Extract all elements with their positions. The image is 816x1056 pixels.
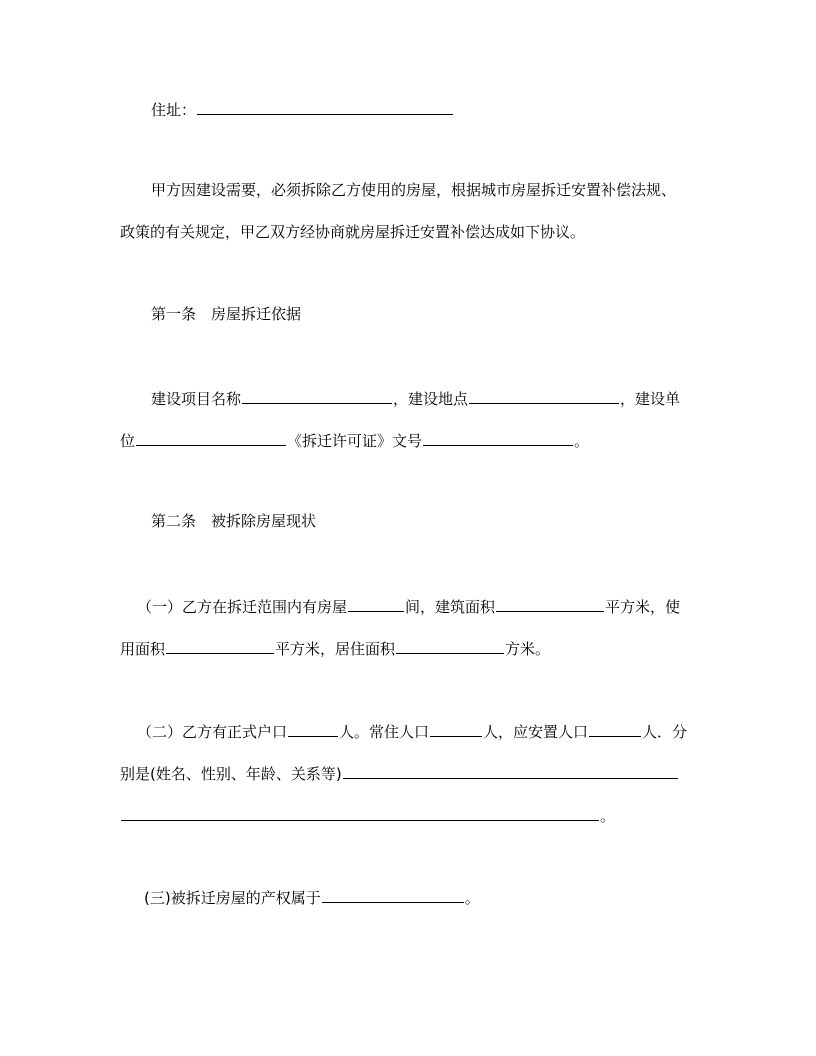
address-blank[interactable]	[197, 98, 453, 115]
building-area-label: 间，建筑面积	[405, 598, 496, 616]
article1-line-1	[151, 387, 680, 409]
period: 。	[574, 432, 590, 450]
building-area-blank[interactable]	[496, 595, 604, 612]
item2-line-1	[137, 720, 687, 742]
builder-blank[interactable]	[136, 429, 286, 446]
builder-label-end: 位	[120, 432, 136, 450]
item2-line-3	[120, 804, 615, 826]
resettled-residents-blank[interactable]	[589, 720, 641, 737]
permanent-residents-blank[interactable]	[430, 720, 482, 737]
permanent-residents-label: 人。常住人口	[339, 723, 430, 741]
living-area-label: 平方米，居住面积	[275, 640, 396, 658]
usable-area-blank[interactable]	[166, 637, 274, 654]
article2-heading	[151, 511, 316, 533]
ownership-blank[interactable]	[322, 886, 464, 903]
intro-text-1: 甲方因建设需要，必须拆除乙方使用的房屋，根据城市房屋拆迁安置补偿法规、	[151, 181, 677, 199]
intro-text-2: 政策的有关规定，甲乙双方经协商就房屋拆迁安置补偿达成如下协议。	[120, 223, 586, 241]
address-label: 住址：	[151, 101, 197, 119]
rooms-blank[interactable]	[348, 595, 404, 612]
builder-label-start: ，建设单	[620, 390, 681, 408]
article1-heading-text: 第一条 房屋拆迁依据	[151, 305, 302, 323]
article2-heading-text: 第二条 被拆除房屋现状	[151, 512, 317, 530]
article1-line-2	[120, 429, 589, 451]
details-blank-2[interactable]	[121, 804, 599, 821]
details-blank-1[interactable]	[343, 762, 678, 779]
ownership-period: 。	[464, 889, 480, 907]
details-label-start: 人．分	[642, 723, 688, 741]
registered-residents-label: （二）乙方有正式户口	[137, 723, 288, 741]
address-line	[151, 98, 454, 120]
site-label: ，建设地点	[393, 390, 469, 408]
details-period: 。	[600, 807, 616, 825]
item1-rooms-label: （一）乙方在拆迁范围内有房屋	[137, 598, 348, 616]
usable-area-label-end: 用面积	[120, 640, 166, 658]
details-label-end: 别是(姓名、性别、年龄、关系等)	[120, 765, 342, 783]
permit-number-label: 《拆迁许可证》文号	[287, 432, 423, 450]
item1-line-1	[137, 595, 680, 617]
item1-line-2	[120, 637, 550, 659]
permit-number-blank[interactable]	[423, 429, 573, 446]
ownership-label: (三)被拆迁房屋的产权属于	[144, 889, 321, 907]
intro-line-2	[120, 222, 585, 244]
intro-line-1	[151, 180, 676, 202]
registered-residents-blank[interactable]	[288, 720, 338, 737]
item3-line	[144, 886, 480, 908]
site-blank[interactable]	[469, 387, 619, 404]
usable-area-label-start: 平方米，使	[605, 598, 681, 616]
project-name-blank[interactable]	[242, 387, 392, 404]
article1-heading	[151, 304, 301, 326]
living-area-unit: 方米。	[505, 640, 551, 658]
project-name-label: 建设项目名称	[151, 390, 242, 408]
living-area-blank[interactable]	[396, 637, 504, 654]
item2-line-2	[120, 762, 679, 784]
resettled-residents-label: 人，应安置人口	[483, 723, 589, 741]
